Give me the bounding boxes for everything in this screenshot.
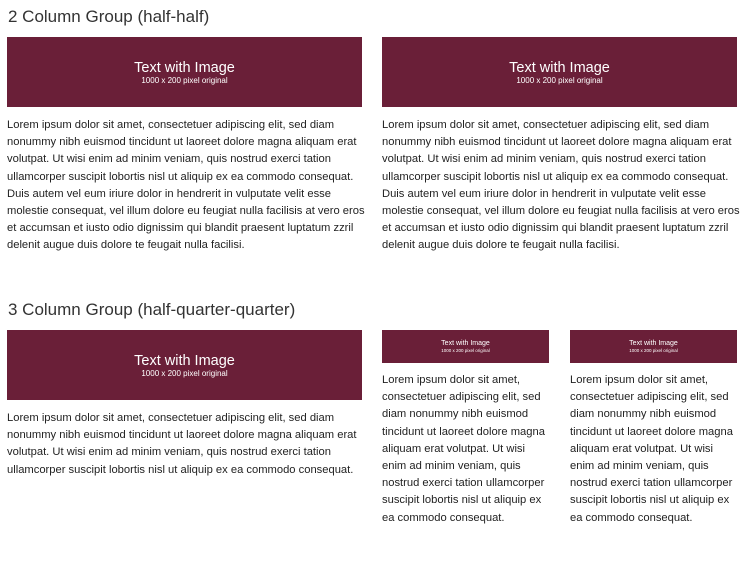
image-placeholder — [7, 330, 362, 400]
image-subtitle: 1000 x 200 pixel original — [629, 348, 678, 353]
image-subtitle: 1000 x 200 pixel original — [141, 368, 228, 378]
image-placeholder — [7, 37, 362, 107]
column-paragraph: Lorem ipsum dolor sit amet, consectetuer adipiscing elit, sed diam nonummy nibh euismod tincidunt ut laoreet dolore magna aliquam erat volutpat. Ut wisi enim ad minim veniam, quis nostrud exerci tation ullamcorper suscipit lobortis nisl ut aliquip ex ea commodo consequat. Duis autem vel eum iriure dolor in hendrerit in vulputate velit esse molestie consequat, vel illum dolore eu feugiat nulla facilisis at vero eros et accumsan et iusto odio dignissim qui blandit praesent luptatum zzril delenit augue duis dolore te feugait nulla facilisi. — [7, 119, 365, 252]
column-paragraph: Lorem ipsum dolor sit amet, consectetuer adipiscing elit, sed diam nonummy nibh euismod tincidunt ut laoreet dolore magna aliquam erat volutpat. Ut wisi enim ad minim veniam, quis nostrud exerci tation ullamcorper suscipit lobortis nisl ut aliquip ex ea commodo consequat. — [570, 374, 733, 524]
column-paragraph: Lorem ipsum dolor sit amet, consectetuer adipiscing elit, sed diam nonummy nibh euismod tincidunt ut laoreet dolore magna aliquam erat volutpat. Ut wisi enim ad minim veniam, quis nostrud exerci tation ullamcorper suscipit lobortis nisl ut aliquip ex ea commodo consequat. — [7, 412, 357, 476]
section-title-two-column: 2 Column Group (half-half) — [8, 7, 210, 26]
image-subtitle: 1000 x 200 pixel original — [441, 348, 490, 353]
image-subtitle: 1000 x 200 pixel original — [516, 75, 603, 85]
image-title: Text with Image — [509, 59, 610, 76]
image-placeholder-small — [382, 330, 549, 363]
image-title: Text with Image — [134, 352, 235, 369]
image-subtitle: 1000 x 200 pixel original — [141, 75, 228, 85]
image-title: Text with Image — [134, 59, 235, 76]
image-title: Text with Image — [441, 340, 490, 347]
image-placeholder-small — [570, 330, 737, 363]
image-placeholder — [382, 37, 737, 107]
column-paragraph: Lorem ipsum dolor sit amet, consectetuer adipiscing elit, sed diam nonummy nibh euismod tincidunt ut laoreet dolore magna aliquam erat volutpat. Ut wisi enim ad minim veniam, quis nostrud exerci tation ullamcorper suscipit lobortis nisl ut aliquip ex ea commodo consequat. Duis autem vel eum iriure dolor in hendrerit in vulputate velit esse molestie consequat, vel illum dolore eu feugiat nulla facilisis at vero eros et accumsan et iusto odio dignissim qui blandit praesent luptatum zzril delenit augue duis dolore te feugait nulla facilisi. — [382, 119, 740, 252]
section-title-three-column: 3 Column Group (half-quarter-quarter) — [8, 300, 296, 319]
image-title: Text with Image — [629, 340, 678, 347]
column-paragraph: Lorem ipsum dolor sit amet, consectetuer adipiscing elit, sed diam nonummy nibh euismod tincidunt ut laoreet dolore magna aliquam erat volutpat. Ut wisi enim ad minim veniam, quis nostrud exerci tation ullamcorper suscipit lobortis nisl ut aliquip ex ea commodo consequat. — [382, 374, 545, 524]
